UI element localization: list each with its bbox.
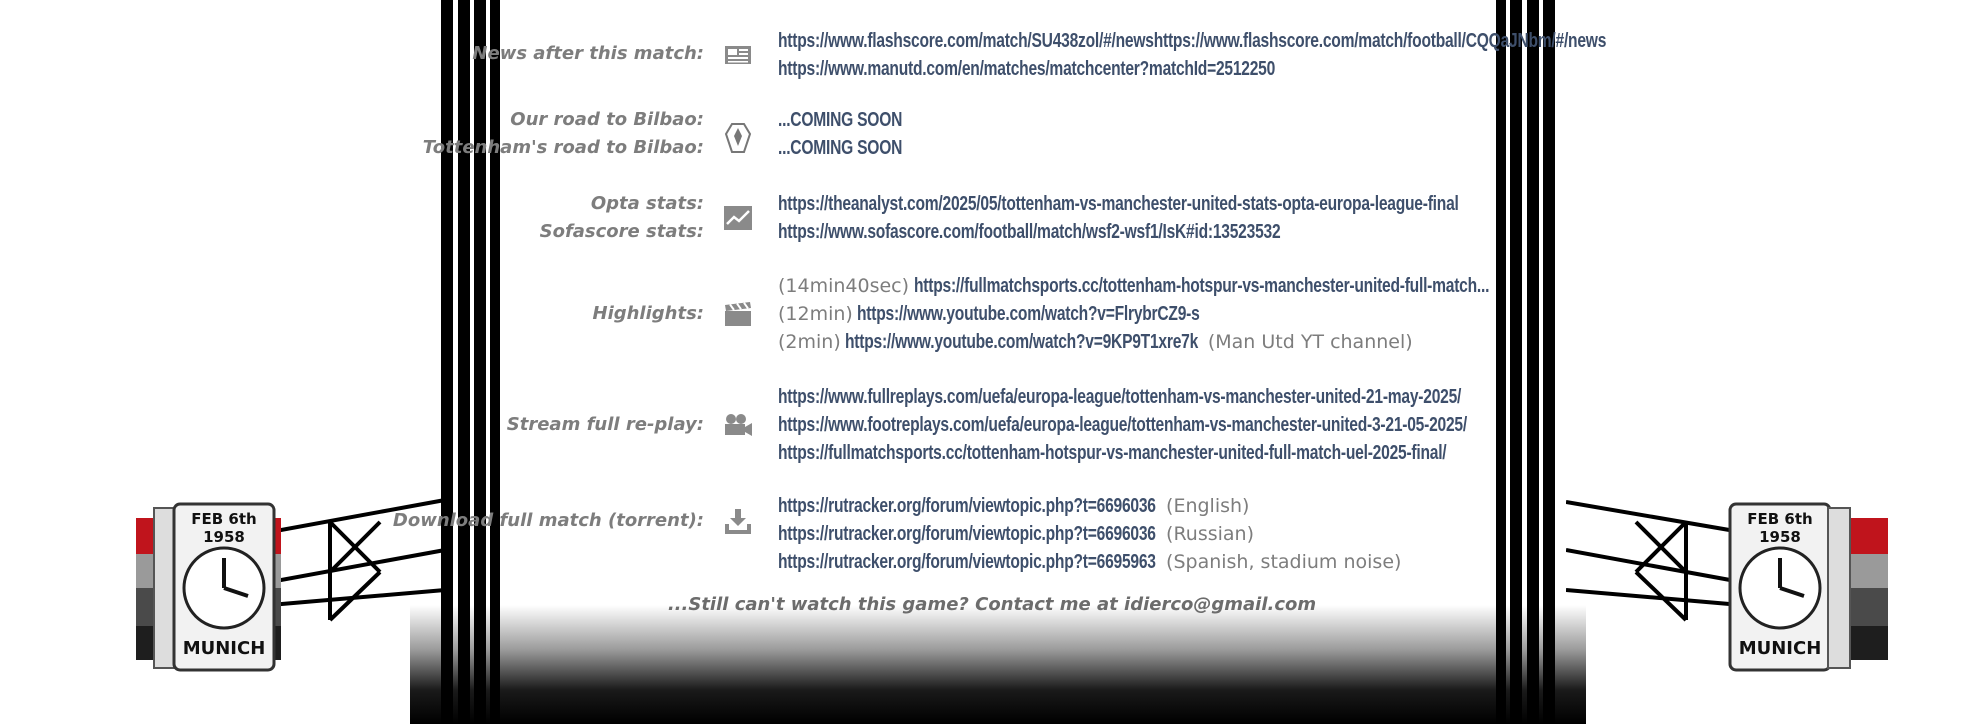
torrent-link-3[interactable]: https://rutracker.org/forum/viewtopic.php?t=6695963 xyxy=(778,551,1156,573)
news-link-flashscore[interactable]: https://www.flashscore.com/match/SU438zol/#/newshttps://www.flashscore.com/match/football/CQQaJNbm/#/news xyxy=(778,30,1607,52)
trophy-icon xyxy=(722,120,754,156)
stream-link-2[interactable]: https://www.footreplays.com/uefa/europa-league/tottenham-vs-manchester-united-3-21-05-2025/ xyxy=(778,414,1467,436)
clock-date-right: FEB 6th 1958 xyxy=(1747,510,1813,546)
sofascore-link[interactable]: https://www.sofascore.com/football/match/wsf2-wsf1/IsK#id:13523532 xyxy=(778,221,1281,243)
munich-clock-left xyxy=(136,500,296,675)
news-link-manutd[interactable]: https://www.manutd.com/en/matches/matchcenter?matchId=2512250 xyxy=(778,58,1276,80)
video-camera-icon xyxy=(722,411,754,439)
chart-icon xyxy=(722,204,754,232)
stream-label: Stream full re-play: xyxy=(506,414,704,435)
left-gantry xyxy=(270,490,450,630)
highlight-link-1[interactable]: https://fullmatchsports.cc/tottenham-hotspur-vs-manchester-united-full-match... xyxy=(913,275,1489,297)
clapperboard-icon xyxy=(722,300,754,328)
highlight-source-3: (Man Utd YT channel) xyxy=(1207,331,1413,353)
highlight-duration-1: (14min40sec) xyxy=(778,275,910,297)
tottenham-road-label: Tottenham's road to Bilbao: xyxy=(422,137,704,158)
highlight-link-3[interactable]: https://www.youtube.com/watch?v=9KP9T1xre7k xyxy=(845,331,1199,353)
tottenham-road-link[interactable]: ...COMING SOON xyxy=(778,137,903,159)
stream-link-3[interactable]: https://fullmatchsports.cc/tottenham-hotspur-vs-manchester-united-full-match-uel-2025-final/ xyxy=(778,442,1447,464)
torrent-language-2: (Russian) xyxy=(1166,523,1255,545)
download-label: Download full match (torrent): xyxy=(392,510,704,531)
opta-label: Opta stats: xyxy=(590,193,704,214)
clock-date-left: FEB 6th 1958 xyxy=(191,510,257,546)
our-road-link[interactable]: ...COMING SOON xyxy=(778,109,903,131)
clock-place-left: MUNICH xyxy=(182,638,266,659)
stream-link-1[interactable]: https://www.fullreplays.com/uefa/europa-league/tottenham-vs-manchester-united-21-may-2025/ xyxy=(778,386,1462,408)
highlights-label: Highlights: xyxy=(592,303,704,324)
highlight-duration-2: (12min) xyxy=(778,303,853,325)
our-road-label: Our road to Bilbao: xyxy=(510,109,704,130)
torrent-link-2[interactable]: https://rutracker.org/forum/viewtopic.php?t=6696036 xyxy=(778,523,1156,545)
news-label: News after this match: xyxy=(472,43,704,64)
torrent-language-1: (English) xyxy=(1166,495,1250,517)
highlight-duration-3: (2min) xyxy=(778,331,841,353)
contact-footer: ...Still can't watch this game? Contact me at idierco@gmail.com xyxy=(667,594,1317,615)
clock-place-right: MUNICH xyxy=(1738,638,1822,659)
right-gantry xyxy=(1566,490,1746,630)
sofascore-label: Sofascore stats: xyxy=(539,221,704,242)
highlight-link-2[interactable]: https://www.youtube.com/watch?v=FlrybrCZ9-s xyxy=(857,303,1200,325)
download-icon xyxy=(722,507,754,535)
torrent-link-1[interactable]: https://rutracker.org/forum/viewtopic.php?t=6696036 xyxy=(778,495,1156,517)
opta-link[interactable]: https://theanalyst.com/2025/05/tottenham-vs-manchester-united-stats-opta-europa-league-final xyxy=(778,193,1459,215)
munich-clock-right xyxy=(1728,500,1888,675)
newspaper-icon xyxy=(722,40,754,68)
torrent-language-3: (Spanish, stadium noise) xyxy=(1166,551,1402,573)
